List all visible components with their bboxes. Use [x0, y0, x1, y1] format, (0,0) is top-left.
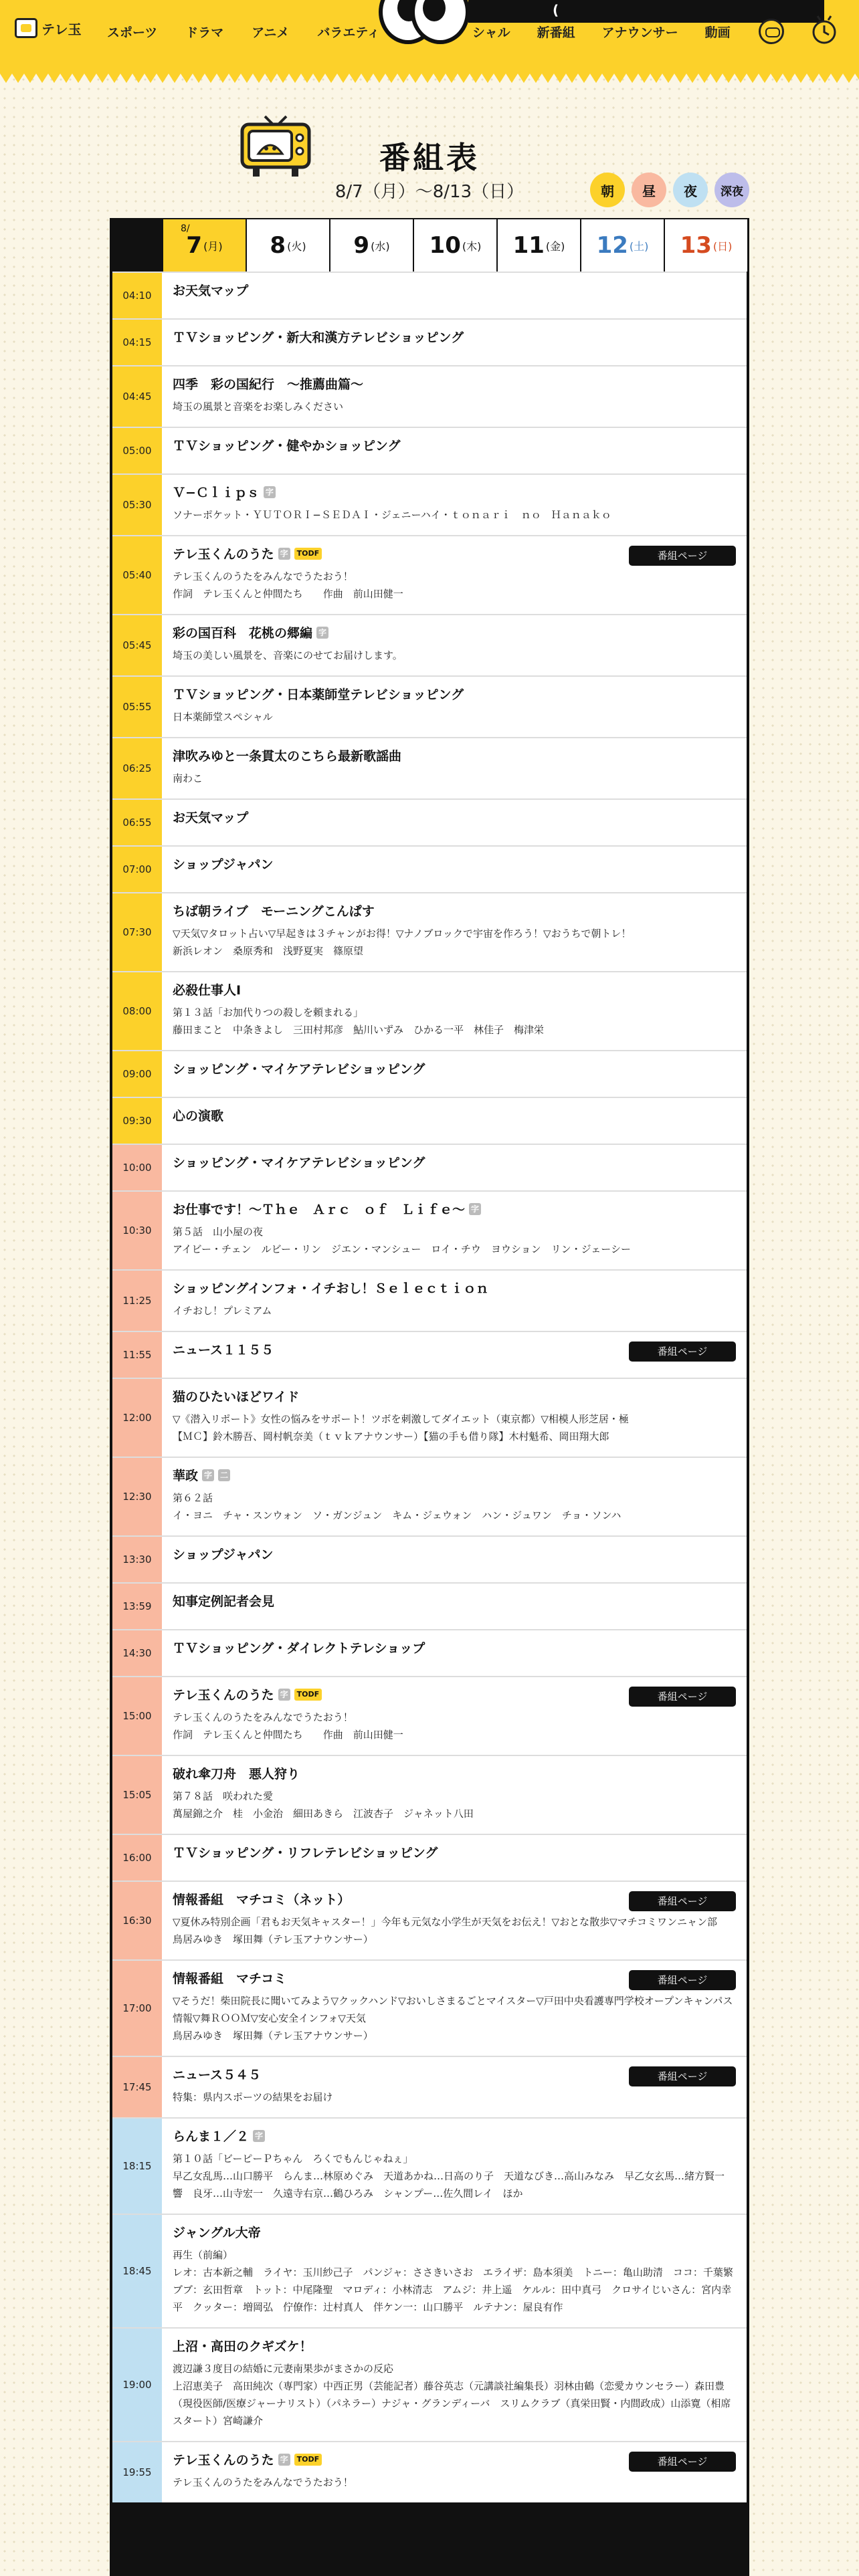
program-title[interactable]: ちば朝ライブ モーニングこんぱす: [173, 904, 375, 919]
program-row[interactable]: [112, 1582, 747, 1629]
program-row[interactable]: [112, 1331, 747, 1378]
program-row[interactable]: [112, 2056, 747, 2117]
program-body: [163, 1051, 747, 1097]
program-body: [163, 1379, 747, 1457]
program-body: [163, 800, 747, 845]
program-title[interactable]: ＴＶショッピング・日本薬師堂テレビショッピング: [173, 687, 464, 702]
program-title[interactable]: 津吹みゆと一条貫太のこちら最新歌謡曲: [173, 749, 402, 764]
day-tabs-corner: [110, 218, 163, 272]
program-body: [163, 677, 747, 737]
day-tab-weekday: (水): [371, 239, 390, 253]
program-row[interactable]: [112, 535, 747, 614]
program-title[interactable]: らんま１／２: [173, 2129, 250, 2144]
program-title-row: [173, 855, 737, 873]
program-description: テレ玉くんのうたをみんなでうたおう！ 作詞 テレ玉くんと仲間たち 作曲 前山田健一: [173, 1711, 403, 1741]
caption-badge: 字: [316, 627, 328, 639]
program-title[interactable]: テレ玉くんのうた: [173, 1688, 274, 1703]
program-title-row: [173, 436, 737, 454]
program-body: [163, 273, 747, 318]
program-page-button[interactable]: 番組ページ: [629, 1891, 736, 1911]
program-description: ソナーポケット・ＹＵＴＯＲＩ−ＳＥＤＡＩ・ジェニーハイ・ｔｏｎａｒｉ ｎｏ Ｈａｎａｋｏ: [173, 509, 611, 521]
program-row[interactable]: [112, 1834, 747, 1881]
program-time: 17:00: [112, 1961, 163, 2056]
program-title[interactable]: ショッピングインフォ・イチおし！Ｓｅｌｅｃｔｉｏｎ: [173, 1281, 489, 1296]
caption-badge: 字: [278, 2454, 290, 2466]
program-time: 16:30: [112, 1882, 163, 1959]
day-tab-date: 10: [429, 232, 461, 259]
tv-guide-icon[interactable]: [759, 19, 784, 44]
program-page-button[interactable]: 番組ページ: [629, 1687, 736, 1707]
program-row[interactable]: [112, 1755, 747, 1834]
program-time: 12:00: [112, 1379, 163, 1457]
program-body: [163, 2329, 747, 2441]
program-description: テレ玉くんのうたをみんなでうたおう！ 作詞 テレ玉くんと仲間たち 作曲 前山田健一: [173, 570, 403, 600]
day-tabs: [110, 218, 749, 272]
program-row[interactable]: [112, 1378, 747, 1457]
program-row[interactable]: [112, 1535, 747, 1582]
program-body: [163, 2057, 747, 2117]
program-title[interactable]: ニュース５４５: [173, 2068, 262, 2082]
program-time: 05:40: [112, 536, 163, 614]
program-body: [163, 2119, 747, 2214]
program-row[interactable]: [112, 473, 747, 535]
program-title[interactable]: ニュース１１５５: [173, 1343, 274, 1358]
program-title-row: [173, 281, 737, 299]
program-time: 18:15: [112, 2119, 163, 2214]
program-row[interactable]: [112, 1269, 747, 1331]
program-body: [163, 847, 747, 892]
caption-badge: 字: [469, 1203, 481, 1215]
program-description: 日本薬師堂スペシャル: [173, 711, 273, 723]
nav-item-special[interactable]: シャル: [472, 25, 510, 40]
todf-badge: TODF: [294, 548, 322, 560]
program-description: 第６２話 イ・ヨニ チャ・スンウォン ソ・ガンジュン キム・ジェウォン ハン・ジュワン チョ・ソンハ: [173, 1492, 622, 1521]
program-title-row: [173, 2337, 737, 2355]
program-title-row: [173, 1059, 737, 1077]
day-tab-weekday: (月): [203, 239, 223, 253]
program-description: イチおし！プレミアム: [173, 1305, 272, 1317]
program-body: [163, 1332, 747, 1378]
time-filter-late-night[interactable]: [714, 173, 749, 207]
nav-item-drama[interactable]: ドラマ: [185, 25, 224, 40]
program-time: 06:55: [112, 800, 163, 845]
program-title-row: [173, 1843, 737, 1861]
caption-badge: 字: [202, 1469, 214, 1481]
page-title: 番組表: [379, 140, 480, 176]
day-tab[interactable]: [665, 219, 749, 272]
program-title-row: [173, 328, 737, 346]
program-description: 埼玉の美しい風景を、音楽にのせてお届けします。: [173, 649, 403, 661]
program-row[interactable]: [112, 365, 747, 427]
program-description: 第５話 山小屋の夜 アイビー・チェン ルビー・リン ジエン・マンシュー ロイ・チウ ヨウション リン・ジェーシー: [173, 1226, 631, 1255]
program-page-button[interactable]: 番組ページ: [629, 1970, 736, 1990]
site-header: [0, 0, 859, 74]
header-zigzag-edge: [0, 74, 859, 98]
program-body: [163, 972, 747, 1050]
program-time: 18:45: [112, 2215, 163, 2327]
program-title[interactable]: 猫のひたいほどワイド: [173, 1390, 300, 1404]
program-time: 07:30: [112, 893, 163, 971]
program-title[interactable]: ＴＶショッピング・ダイレクトテレショップ: [173, 1641, 425, 1656]
program-time: 05:55: [112, 677, 163, 737]
day-tab[interactable]: [581, 219, 665, 272]
date-range: 8/7（月）〜8/13（日）: [335, 182, 524, 202]
program-time: 19:00: [112, 2329, 163, 2441]
program-title[interactable]: 破れ傘刀舟 悪人狩り: [173, 1767, 300, 1782]
program-description: 第１３話「お加代りつの殺しを頼まれる」 藤田まこと 中条きよし 三田村邦彦 鮎川いずみ ひかる一平 林佳子 梅津栄: [173, 1006, 545, 1036]
program-body: [163, 738, 747, 798]
tv-logo-icon: [15, 18, 37, 38]
program-row[interactable]: [112, 737, 747, 798]
program-row[interactable]: [112, 2214, 747, 2327]
program-title-row: [173, 1466, 737, 1484]
day-tab[interactable]: [498, 219, 581, 272]
program-row[interactable]: [112, 798, 747, 845]
program-title[interactable]: ショップジャパン: [173, 1547, 274, 1562]
program-time: 16:00: [112, 1835, 163, 1881]
program-description: 第１０話「ビーピーＰちゃん ろくでもんじゃねぇ」 早乙女乱馬…山口勝平 らんま…林原めぐみ 天道あかね…日高のり子 天道なびき…高山みなみ 早乙女玄馬…緒方賢一 響 良牙…山寺宏一 久遠寺右京…鶴ひろみ シャンプー…佐久間レイ ほか: [173, 2153, 725, 2199]
time-filter-label: 朝: [601, 183, 614, 199]
program-body: [163, 536, 747, 614]
program-title[interactable]: 華政: [173, 1469, 199, 1483]
program-body: [163, 1756, 747, 1834]
program-time: 09:30: [112, 1098, 163, 1144]
program-body: [163, 1145, 747, 1190]
program-title[interactable]: ショッピング・マイケアテレビショッピング: [173, 1156, 425, 1170]
program-title-row: [173, 1638, 737, 1656]
program-row[interactable]: [112, 892, 747, 971]
program-title-row: [173, 1279, 737, 1297]
program-body: [163, 1882, 747, 1959]
day-tab-weekday: (日): [712, 239, 733, 253]
day-tab-month: 8/: [181, 223, 190, 234]
program-title-row: [173, 374, 737, 393]
program-title-row: [173, 1153, 737, 1171]
program-row[interactable]: [112, 1881, 747, 1959]
program-title[interactable]: ショップジャパン: [173, 857, 274, 872]
program-body: [163, 1271, 747, 1331]
program-title-row: [173, 1387, 737, 1405]
program-body: [163, 615, 747, 675]
time-filter-label: 夜: [684, 183, 697, 199]
program-row[interactable]: [112, 1050, 747, 1097]
program-row[interactable]: [112, 318, 747, 365]
program-description: 特集：県内スポーツの結果をお届け: [173, 2091, 333, 2103]
program-row[interactable]: [112, 1676, 747, 1755]
program-description: 第７８話 咲われた愛 萬屋錦之介 桂 小金治 細田あきら 江波杏子 ジャネット八田: [173, 1790, 474, 1820]
program-page-button[interactable]: 番組ページ: [629, 546, 736, 566]
program-time: 08:00: [112, 972, 163, 1050]
program-row[interactable]: [112, 2441, 747, 2502]
program-time: 10:30: [112, 1192, 163, 1269]
program-time: 13:59: [112, 1584, 163, 1629]
program-title[interactable]: 知事定例記者会見: [173, 1594, 275, 1609]
clock-icon[interactable]: [811, 13, 838, 45]
program-title[interactable]: ショッピング・マイケアテレビショッピング: [173, 1062, 425, 1077]
program-row[interactable]: [112, 1629, 747, 1676]
time-filter-label: 深夜: [721, 185, 743, 199]
program-row[interactable]: [112, 614, 747, 675]
program-time: 11:25: [112, 1271, 163, 1331]
nav-item-video[interactable]: 動画: [704, 25, 731, 40]
todf-badge: TODF: [294, 2454, 322, 2466]
day-tab-date: 7: [186, 232, 203, 259]
program-time: 04:10: [112, 273, 163, 318]
program-title[interactable]: 彩の国百科 花桃の郷編: [173, 626, 313, 641]
nav-item-anime[interactable]: アニメ: [252, 25, 290, 40]
day-tab-date: 8: [270, 232, 286, 259]
program-description: 南わこ: [173, 772, 203, 784]
program-row[interactable]: [112, 1190, 747, 1269]
program-title-row: [173, 746, 737, 764]
program-description: ▽《潜入リポート》女性の悩みをサポート！ツボを刺激してダイエット（東京都）▽相模人形芝居・極 【ＭＣ】鈴木勝吾、岡村帆奈美（ｔｖｋアナウンサー）【猫の手も借り隊】木村魁希、岡田翔大郎: [173, 1413, 629, 1442]
program-description: ▽天気▽タロット占い▽早起きは３チャンがお得！▽ナノブロックで宇宙を作ろう！▽おうちで朝トレ！ 新浜レオン 桑原秀和 浅野夏実 篠原望: [173, 928, 632, 957]
program-body: [163, 1630, 747, 1676]
program-title-row: [173, 685, 737, 703]
day-tab-weekday: (土): [629, 239, 649, 253]
day-tab[interactable]: [330, 219, 414, 272]
program-title[interactable]: 上沼・高田のクギズケ！: [173, 2339, 312, 2354]
program-description: ▽夏休み特別企画「君もお天気キャスター！」今年も元気な小学生が天気をお伝え！▽おとな散歩▽マチコミワンニャン部 鳥居みゆき 塚田舞（テレ玉アナウンサー）: [173, 1916, 718, 1945]
program-title-row: [173, 980, 737, 998]
day-tab[interactable]: [163, 219, 247, 272]
caption-badge: 字: [278, 1689, 290, 1701]
program-title[interactable]: Ｖ−Ｃｌｉｐｓ: [173, 486, 260, 500]
time-filter-buttons: [590, 173, 749, 207]
program-title-row: [173, 2223, 737, 2241]
caption-badge: 字: [253, 2130, 265, 2142]
nav-item-variety[interactable]: バラエティ: [317, 25, 380, 40]
caption-badge: 字: [278, 548, 290, 560]
program-page-button[interactable]: 番組ページ: [629, 1341, 736, 1362]
day-tab[interactable]: [247, 219, 330, 272]
caption-badge: 字: [264, 486, 276, 498]
program-row[interactable]: [112, 2117, 747, 2214]
program-title-row: [173, 2127, 737, 2145]
program-row[interactable]: [112, 2327, 747, 2441]
day-tab-date: 13: [680, 232, 712, 259]
day-tab-weekday: (金): [545, 239, 565, 253]
program-title[interactable]: ＴＶショッピング・リフレテレビショッピング: [173, 1846, 438, 1860]
program-title-row: [173, 808, 737, 826]
logo-text: テレ玉: [41, 21, 82, 37]
site-logo[interactable]: [15, 9, 102, 47]
program-row[interactable]: [112, 675, 747, 737]
day-tab-date: 12: [596, 232, 628, 259]
program-time: 04:15: [112, 320, 163, 365]
program-body: [163, 320, 747, 365]
program-title-row: [173, 1592, 737, 1610]
day-tab-date: 9: [353, 232, 370, 259]
program-time: 05:45: [112, 615, 163, 675]
time-filter-label: 昼: [642, 183, 656, 199]
program-time: 12:30: [112, 1458, 163, 1535]
program-title-row: [173, 901, 737, 920]
program-row[interactable]: [112, 1144, 747, 1190]
program-row[interactable]: [112, 1097, 747, 1144]
program-title[interactable]: 情報番組 マチコミ: [173, 1971, 287, 1986]
program-title-row: [173, 483, 737, 501]
program-description: 渡辺謙３度目の結婚に元妻南果歩がまさかの反応 上沼恵美子 高田純次（専門家）中西正男（芸能記者）藤谷英志（元講談社編集長）羽林由鶴（恋愛カウンセラー）森田豊（現役医師/医療ジャーナリスト）（パネラー）ナジャ・グランディーバ スリムクラブ（真栄田賢・内間政成）山添寛（相席スタート）宮崎謙介: [173, 2363, 731, 2427]
program-body: [163, 2215, 747, 2327]
program-time: 15:00: [112, 1677, 163, 1755]
program-body: [163, 428, 747, 473]
schedule-table: [110, 218, 749, 2576]
program-title-row: [173, 1545, 737, 1563]
program-title[interactable]: ＴＶショッピング・健やかショッピング: [173, 439, 401, 453]
program-time: 05:30: [112, 475, 163, 535]
program-title-row: [173, 1106, 737, 1124]
day-tab-weekday: (火): [287, 239, 306, 253]
program-time: 13:30: [112, 1537, 163, 1582]
day-tab-weekday: (木): [462, 239, 482, 253]
program-title[interactable]: 必殺仕事人Ⅰ: [173, 983, 242, 998]
program-title-row: [173, 1200, 737, 1218]
program-description: テレ玉くんのうたをみんなでうたおう！: [173, 2476, 353, 2488]
day-tab-date: 11: [512, 232, 545, 259]
program-time: 04:45: [112, 366, 163, 427]
program-body: [163, 1584, 747, 1629]
nav-item-sports[interactable]: スポーツ: [107, 25, 158, 40]
program-body: [163, 475, 747, 535]
program-page-button[interactable]: 番組ページ: [629, 2066, 736, 2086]
program-description: ▽そうだ！柴田院長に聞いてみよう▽クックハンド▽おいしさまるごとマイスター▽戸田中央看護専門学校オープンキャンパス情報▽舞ＲＯＯＭ▽安心安全インフォ▽天気 鳥居みゆき 塚田舞（テレ玉アナウンサー）: [173, 1995, 733, 2042]
program-title[interactable]: お天気マップ: [173, 284, 249, 298]
program-row[interactable]: [112, 971, 747, 1050]
main-nav-left: [107, 20, 408, 43]
main-nav-right: [472, 20, 757, 43]
program-title[interactable]: テレ玉くんのうた: [173, 2453, 274, 2468]
program-time: 15:05: [112, 1756, 163, 1834]
program-time: 09:00: [112, 1051, 163, 1097]
program-row[interactable]: [112, 1457, 747, 1535]
program-body: [163, 1677, 747, 1755]
program-time: 19:55: [112, 2442, 163, 2502]
nav-item-new-programs[interactable]: 新番組: [537, 25, 575, 40]
program-body: [163, 1098, 747, 1144]
program-title[interactable]: ＴＶショッピング・新大和漢方テレビショッピング: [173, 330, 464, 345]
caption-badge: 二: [218, 1469, 230, 1481]
program-page-button[interactable]: 番組ページ: [629, 2452, 736, 2472]
program-description: 再生（前編） レオ：古本新之輔 ライヤ：玉川紗己子 パンジャ：ささきいさお エライザ：島本須美 トニー：亀山助清 ココ：千葉繁 ブブ：玄田哲章 トット：中尾隆聖 マロディ：小林清志 アムジ：井上遥 ケルル：田中真弓 クロサイじいさん：宮内幸平 クッター：増岡弘 佇僚作：辻村真人 伴ケン一：山口勝平 ルテナン：屋良有作: [173, 2249, 733, 2313]
time-filter-morning[interactable]: [590, 173, 625, 207]
program-title-row: [173, 623, 737, 641]
program-body: [163, 1192, 747, 1269]
program-time: 11:55: [112, 1332, 163, 1378]
time-filter-night[interactable]: [673, 173, 708, 207]
program-title-row: [173, 1764, 737, 1782]
day-tab[interactable]: [414, 219, 498, 272]
program-time: 14:30: [112, 1630, 163, 1676]
notice-bar-text: (: [553, 2, 559, 18]
program-body: [163, 366, 747, 427]
program-row[interactable]: [112, 1959, 747, 2056]
program-title[interactable]: テレ玉くんのうた: [173, 547, 274, 562]
program-time: 10:00: [112, 1145, 163, 1190]
program-time: 06:25: [112, 738, 163, 798]
program-body: [163, 1458, 747, 1535]
time-filter-daytime[interactable]: [632, 173, 666, 207]
program-body: [163, 1835, 747, 1881]
program-title[interactable]: お天気マップ: [173, 811, 249, 825]
program-title[interactable]: 心の演歌: [173, 1109, 224, 1123]
program-row[interactable]: [112, 272, 747, 318]
program-time: 05:00: [112, 428, 163, 473]
program-body: [163, 893, 747, 971]
program-time: 07:00: [112, 847, 163, 892]
todf-badge: TODF: [294, 1689, 322, 1701]
program-time: 17:45: [112, 2057, 163, 2117]
program-title[interactable]: 情報番組 マチコミ（ネット）: [173, 1893, 351, 1907]
program-title[interactable]: お仕事です！〜Ｔｈｅ Ａｒｃ ｏｆ Ｌｉｆｅ〜: [173, 1202, 466, 1217]
program-body: [163, 1961, 747, 2056]
program-body: [163, 1537, 747, 1582]
nav-item-announcers[interactable]: アナウンサー: [601, 25, 678, 40]
program-title[interactable]: 四季 彩の国紀行 〜推薦曲篇〜: [173, 377, 364, 392]
program-body: [163, 2442, 747, 2502]
program-row[interactable]: [112, 845, 747, 892]
program-description: 埼玉の風景と音楽をお楽しみください: [173, 401, 344, 413]
program-title[interactable]: ジャングル大帝: [173, 2226, 261, 2240]
program-row[interactable]: [112, 427, 747, 473]
